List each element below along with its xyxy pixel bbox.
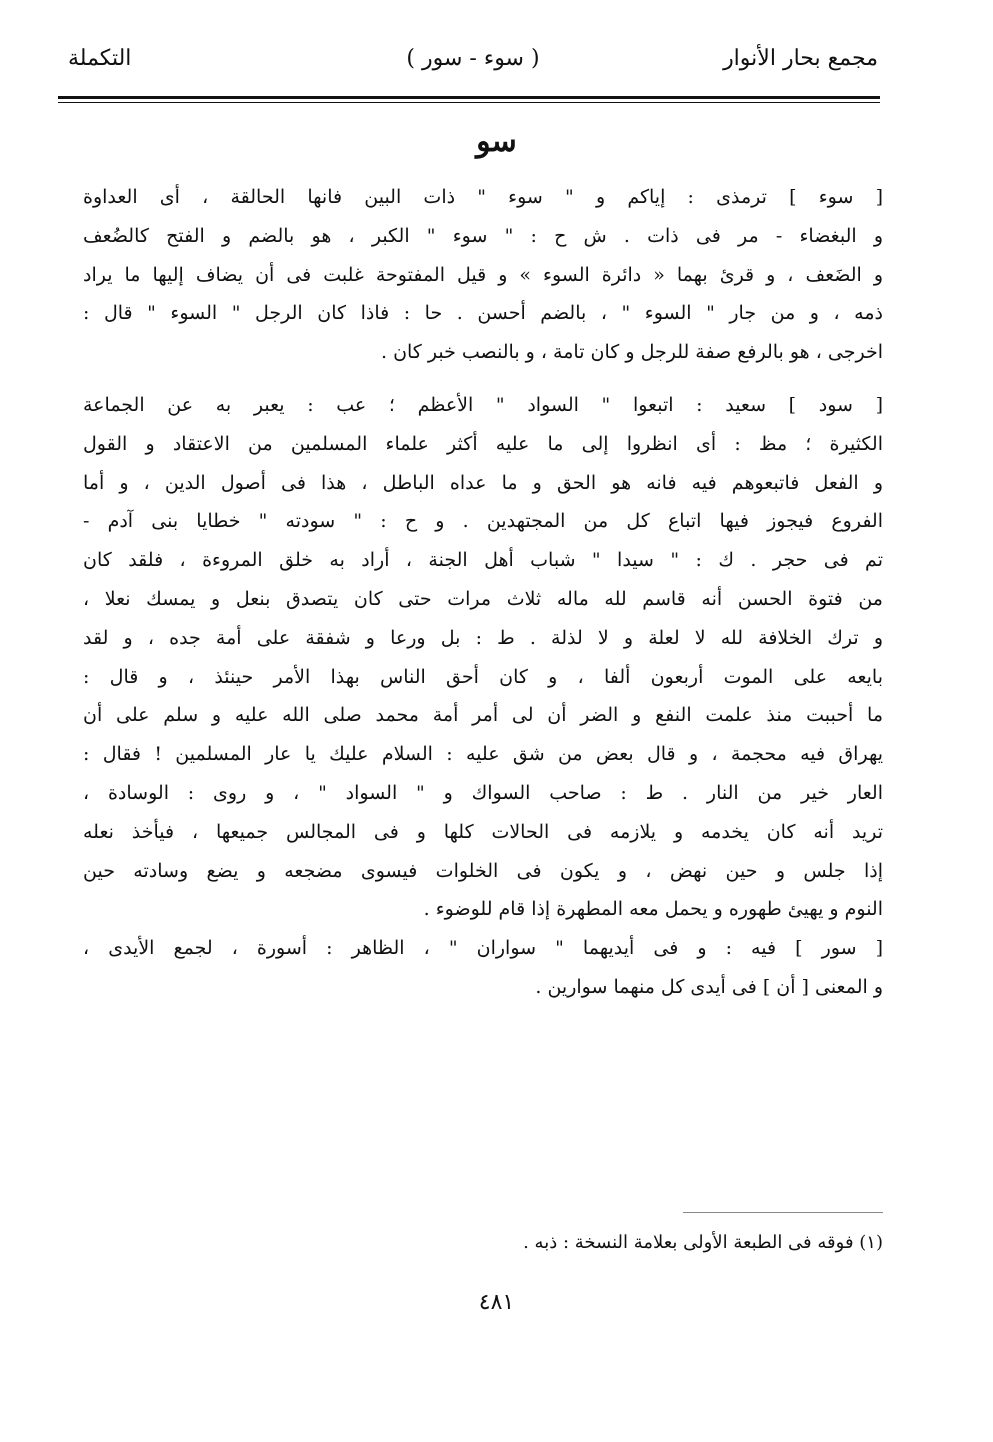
footnote: (١) فوقه فى الطبعة الأولى بعلامة النسخة : ذبه . bbox=[523, 1232, 883, 1253]
running-header bbox=[68, 46, 878, 86]
text-line: و المعنى [ أن ] فى أيدى كل منهما سوارين . bbox=[535, 975, 883, 998]
text-line: و البغضاء - مر فى ذات . ش ح : " سوء " الكبر ، هو بالضم و الفتح كالضُعف bbox=[83, 224, 883, 247]
footnote-rule bbox=[683, 1212, 883, 1213]
text-line: اخرجى ، هو بالرفع صفة للرجل و كان تامة ، و بالنصب خبر كان . bbox=[380, 341, 883, 364]
text-line: و الضَعف ، و قرئ بهما « دائرة السوء » و قيل المفتوحة غلبت فى أن يضاف إليها ما يراد bbox=[83, 263, 883, 286]
text-line: [ سود ] سعيد : اتبعوا " السواد " الأعظم ؛ عب : يعبر به عن الجماعة bbox=[83, 393, 883, 416]
header-entry-range: ( سوء - سور ) bbox=[406, 46, 540, 71]
header-rule-thick bbox=[58, 96, 880, 99]
text-line: إذا جلس و حين نهض ، و يكون فى الخلوات فيسوى مضجعه و يضع وسادته حين bbox=[83, 859, 883, 882]
paragraph-gap bbox=[83, 372, 883, 386]
text-line: تم فى حجر . ك : " سيدا " شباب أهل الجنة ، أراد به خلق المروءة ، فلقد كان bbox=[83, 549, 883, 572]
text-line: ما أحببت منذ علمت النفع و الضر أن لى أمر أمة محمد صلى الله عليه و سلم على أن bbox=[83, 704, 883, 727]
body-text bbox=[83, 178, 883, 1007]
header-rule-thin bbox=[58, 102, 880, 103]
text-line: [ سوء ] ترمذى : إياكم و " سوء " ذات البين فانها الحالقة ، أى العداوة bbox=[83, 186, 883, 208]
text-line: بايعه على الموت أربعون ألفا ، و كان أحق الناس بهذا الأمر حينئذ ، و قال : bbox=[83, 665, 883, 688]
header-volume-label: التكملة bbox=[68, 46, 132, 71]
text-line: [ سور ] فيه : و فى أيديهما " سواران " ، الظاهر : أسورة ، لجمع الأيدى ، bbox=[83, 937, 883, 960]
text-line: النوم و يهيئ طهوره و يحمل معه المطهرة إذا قام للوضوء . bbox=[423, 898, 883, 921]
text-line: العار خير من النار . ط : صاحب السواك و " السواد " ، و روى : الوسادة ، bbox=[83, 781, 883, 804]
text-line: الكثيرة ؛ مظ : أى انظروا إلى ما عليه أكثر علماء المسلمين من الاعتقاد و القول bbox=[83, 432, 883, 455]
text-line: و الفعل فاتبعوهم فيه فانه هو الحق و ما عداه الباطل ، هذا فى أصول الدين ، و أما bbox=[83, 471, 883, 494]
section-title: سو bbox=[476, 124, 517, 159]
header-book-title: مجمع بحار الأنوار bbox=[723, 46, 878, 71]
text-line: ذمه ، و من جار " السوء " ، بالضم أحسن . حا : فاذا كان الرجل " السوء " قال : bbox=[83, 302, 883, 325]
text-line: من فتوة الحسن أنه قاسم لله ماله ثلاث مرات حتى كان يتصدق بنعل و يمسك نعلا ، bbox=[83, 587, 883, 610]
text-line: الفروع فيجوز فيها اتباع كل من المجتهدين . و ح : " سودته " خطايا بنى آدم - bbox=[83, 510, 883, 533]
page-number: ٤٨١ bbox=[478, 1290, 515, 1315]
text-line: تريد أنه كان يخدمه و يلازمه فى الحالات كلها و فى المجالس جميعها ، فيأخذ نعله bbox=[83, 820, 883, 843]
text-line: و ترك الخلافة لله لا لعلة و لا لذلة . ط : بل ورعا و شفقة على أمة جده ، و لقد bbox=[83, 626, 883, 649]
text-line: يهراق فيه محجمة ، و قال بعض من شق عليه : السلام عليك يا عار المسلمين ! فقال : bbox=[83, 743, 883, 766]
